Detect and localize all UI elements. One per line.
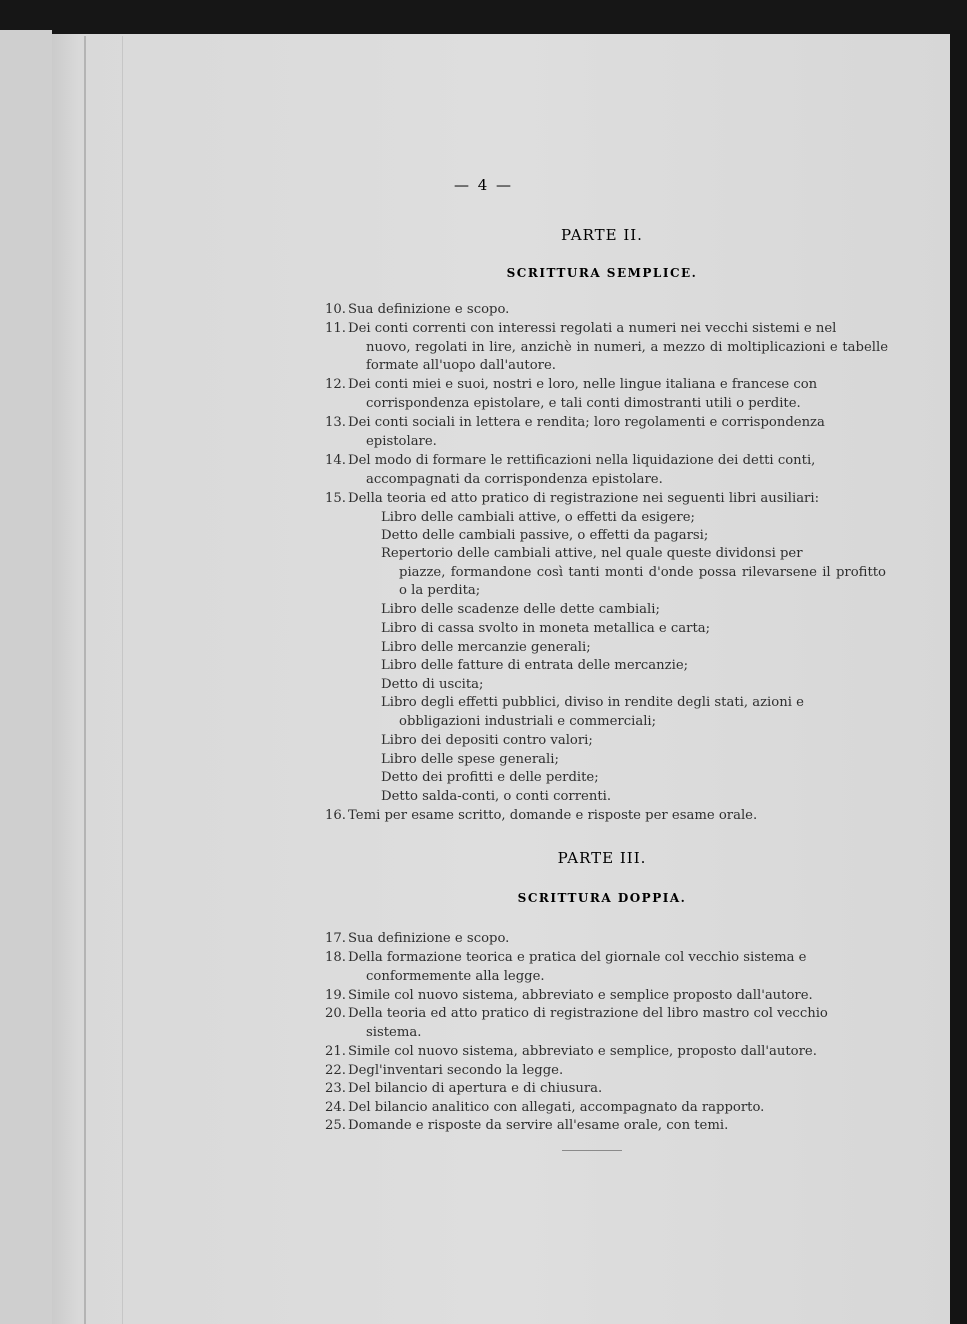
item-text: Della teoria ed atto pratico di registrazione del libro mastro col vecchio (348, 1006, 828, 1021)
heading-parte-2: PARTE II. (561, 226, 643, 244)
sub-item-text-cont: obbligazioni industriali e commerciali; (399, 713, 657, 729)
sub-item-text-cont: piazze, formandone così tanti monti d'onde possa rilevarsene il profitto o la perdita; (399, 564, 886, 599)
sub-list-item: Libro dei depositi contro valori; (381, 733, 593, 748)
item-text: Sua definizione e scopo. (348, 302, 510, 317)
item-text: Domande e risposte da servire all'esame orale, con temi. (348, 1118, 729, 1133)
item-number: 25. (325, 1118, 346, 1133)
heading-parte-3: PARTE III. (557, 849, 647, 867)
sub-list-item (381, 545, 886, 601)
list-item (318, 1043, 888, 1062)
list-item (318, 452, 888, 489)
scan-border-right (950, 30, 967, 1324)
item-text: Temi per esame scritto, domande e risposte per esame orale. (348, 808, 758, 823)
sub-list-item: Detto di uscita; (381, 677, 484, 692)
subheading-scrittura-semplice: SCRITTURA SEMPLICE. (506, 266, 698, 280)
item-text: Del bilancio analitico con allegati, accompagnato da rapporto. (348, 1100, 765, 1115)
item-text: Degl'inventari secondo la legge. (348, 1063, 564, 1078)
item-number: 21. (325, 1044, 346, 1059)
list-item (318, 301, 888, 320)
item-text-cont: accompagnati da corrispondenza epistolare. (366, 471, 663, 487)
item-text: Simile col nuovo sistema, abbreviato e semplice, proposto dall'autore. (348, 1044, 817, 1059)
item-number: 14. (325, 453, 346, 468)
item-number: 17. (325, 931, 346, 946)
scan-border-left (0, 30, 52, 1324)
item-text: Sua definizione e scopo. (348, 931, 510, 946)
item-text-cont: corrispondenza epistolare, e tali conti dimostranti utili o perdite. (366, 395, 801, 411)
item-number: 13. (325, 415, 346, 430)
sub-list-item: Detto salda-conti, o conti correnti. (381, 789, 612, 804)
item-number: 15. (325, 491, 346, 506)
item-text: Dei conti sociali in lettera e rendita; loro regolamenti e corrispondenza (348, 415, 825, 430)
list-item (318, 1117, 888, 1136)
item-number: 10. (325, 302, 346, 317)
sub-list-item: Detto dei profitti e delle perdite; (381, 770, 599, 785)
item-text: Dei conti miei e suoi, nostri e loro, nelle lingue italiana e francese con (348, 377, 818, 392)
item-number: 12. (325, 377, 346, 392)
sub-list-item: Libro delle cambiali attive, o effetti da esigere; (381, 510, 695, 525)
sub-list-item: Libro di cassa svolto in moneta metallica e carta; (381, 621, 711, 636)
list-item (318, 376, 888, 413)
item-text-cont: sistema. (366, 1024, 422, 1040)
item-text: Della teoria ed atto pratico di registrazione nei seguenti libri ausiliari: (348, 491, 820, 506)
list-item (318, 930, 888, 949)
sub-list-item: Libro delle mercanzie generali; (381, 640, 591, 655)
item-text: Del modo di formare le rettificazioni nella liquidazione dei detti conti, (348, 453, 816, 468)
item-text: Dei conti correnti con interessi regolati a numeri nei vecchi sistemi e nel (348, 321, 837, 336)
list-item (318, 320, 888, 376)
sub-list-item: Libro delle spese generali; (381, 752, 559, 767)
item-text-cont: conformemente alla legge. (366, 968, 545, 984)
item-text-cont: epistolare. (366, 433, 437, 449)
list-item (318, 1005, 888, 1042)
list-item (318, 414, 888, 451)
list-item (318, 1080, 888, 1099)
list-item (318, 1062, 888, 1081)
sub-list-item: Libro delle scadenze delle dette cambiali; (381, 602, 660, 617)
sub-list-item: Libro delle fatture di entrata delle mercanzie; (381, 658, 689, 673)
item-text-cont: nuovo, regolati in lire, anzichè in numeri, a mezzo di moltiplicazioni e tabelle formate all'uopo dall'autore. (366, 339, 888, 374)
list-item (318, 987, 888, 1006)
item-number: 11. (325, 321, 346, 336)
item-text: Simile col nuovo sistema, abbreviato e semplice proposto dall'autore. (348, 988, 813, 1003)
subheading-scrittura-doppia: SCRITTURA DOPPIA. (517, 891, 687, 905)
item-number: 19. (325, 988, 346, 1003)
item-number: 20. (325, 1006, 346, 1021)
item-number: 23. (325, 1081, 346, 1096)
list-item (318, 1099, 888, 1118)
page-number: — 4 — (453, 176, 514, 194)
list-item (318, 949, 888, 986)
item-text: Del bilancio di apertura e di chiusura. (348, 1081, 603, 1096)
item-number: 18. (325, 950, 346, 965)
end-rule (562, 1150, 622, 1151)
sub-list-item (381, 694, 886, 731)
list-item (318, 490, 888, 509)
sub-list-item: Detto delle cambiali passive, o effetti da pagarsi; (381, 528, 709, 543)
item-number: 22. (325, 1063, 346, 1078)
sub-item-text: Repertorio delle cambiali attive, nel quale queste dividonsi per (381, 546, 803, 561)
sub-item-text: Libro degli effetti pubblici, diviso in rendite degli stati, azioni e (381, 695, 804, 710)
item-number: 24. (325, 1100, 346, 1115)
item-text: Della formazione teorica e pratica del giornale col vecchio sistema e (348, 950, 807, 965)
item-number: 16. (325, 808, 346, 823)
list-item (318, 807, 888, 826)
